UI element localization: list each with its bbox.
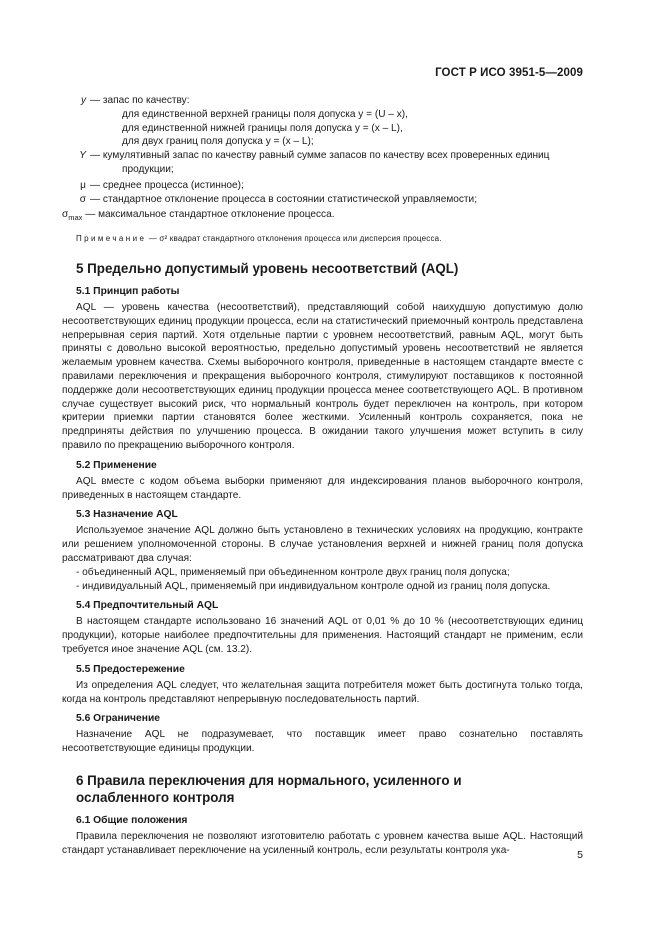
note-text: — σ² квадрат стандартного отклонения процесса или дисперсия процесса. bbox=[148, 234, 442, 244]
sigma-subscript: max bbox=[68, 213, 83, 223]
definition-line: продукции; bbox=[122, 163, 174, 175]
definition-line: для единственной нижней границы поля допуска y = (x – L), bbox=[122, 122, 403, 134]
subsection-5-4-text: В настоящем стандарте использовано 16 значений AQL от 0,01 % до 10 % (несоответствующих единиц продукции), которые наиболее предпочтительны для применения. Настоящий стандарт не применим, если требуется иное значение AQL (см. 13.2). bbox=[62, 616, 583, 655]
subsection-5-6-title: 5.6 Ограничение bbox=[76, 713, 161, 725]
subsection-5-2-text: AQL вместе с кодом объема выборки применяют для индексирования планов выборочного контроля, приведенных в настоящем стандарте. bbox=[62, 475, 583, 501]
definition-text: — среднее процесса (истинное); bbox=[90, 179, 244, 191]
definition-line: для единственной верхней границы поля допуска y = (U – x), bbox=[122, 108, 408, 120]
subsection-5-2-title: 5.2 Применение bbox=[76, 459, 157, 471]
list-item: - объединенный AQL, применяемый при объединенном контроле двух границ поля допуска; bbox=[76, 566, 510, 578]
standard-header: ГОСТ Р ИСО 3951-5—2009 bbox=[435, 67, 583, 79]
list-item: - индивидуальный AQL, применяемый при индивидуальном контроле одной из границ поля допуска. bbox=[76, 580, 551, 592]
page-number: 5 bbox=[577, 849, 583, 861]
definition-text: — кумулятивный запас по качеству равный сумме запасов по качеству всех проверенных единиц bbox=[90, 150, 550, 162]
definition-text: — стандартное отклонение процесса в состоянии статистической управляемости; bbox=[90, 193, 477, 205]
subsection-5-1-title: 5.1 Принцип работы bbox=[76, 285, 180, 297]
subsection-5-3-text: Используемое значение AQL должно быть установлено в технических условиях на продукцию, контракте или решением уполномоченной стороны. В случае установления верхней и нижней границ поля допуска рассматривают два случая: bbox=[62, 525, 583, 564]
subsection-5-5-title: 5.5 Предостережение bbox=[76, 663, 185, 675]
definition-y bbox=[62, 94, 583, 149]
subsection-5-6-text: Назначение AQL не подразумевает, что поставщик имеет право сознательно поставлять несоответствующие единицы продукции. bbox=[62, 729, 583, 755]
definition-cumulative bbox=[62, 149, 583, 177]
sigma-symbol: σ bbox=[62, 209, 69, 221]
section-6-title: 6 Правила переключения для нормального, усиленного и ослабленного контроля bbox=[76, 772, 462, 805]
definition-mu bbox=[62, 179, 583, 193]
symbol-Y: Y bbox=[79, 150, 86, 162]
subsection-6-1-title: 6.1 Общие положения bbox=[76, 814, 188, 826]
symbol-y: y bbox=[80, 95, 86, 106]
definition-sigma bbox=[62, 193, 583, 207]
subsection-5-1-text: AQL — уровень качества (несоответствий), представляющий собой наихудшую допустимую долю несоответствующих единиц продукции процесса, если на статистический приемочный контроль представлена непрерывная серия партий. Хотя отдельные партии с уровнем несоответствий, равным AQL, могут быть приняты с довольно высокой вероятностью, предельно допустимый уровень несоответствий не является желаемым уровнем качества. Схемы выборочного контроля, приведенные в настоящем стандарте вместе с правилами переключения и прекращения выборочного контроля, стимулируют поставщиков к постоянной поддержке доли несоответствующих единиц продукции процесса менее соответствующего AQL. В противном случае существует высокий риск, что нормальный контроль будет переключен на контроль, при котором критерии приемки партии становятся более жесткими. Усиленный контроль сохраняется, пока не предприняты действия по улучшению процесса. В ожидании такого улучшения может вступить в силу правило по прекращению выборочного контроля. bbox=[62, 301, 583, 451]
section-5-title: 5 Предельно допустимый уровень несоответствий (AQL) bbox=[76, 260, 459, 276]
symbol-sigma-max bbox=[62, 209, 83, 223]
subsection-6-1-text: Правила переключения не позволяют изготовителю работать с уровнем качества выше AQL. Настоящий стандарт устанавливает переключение на усиленный контроль, если результаты контроля ука- bbox=[62, 830, 583, 856]
subsection-5-3-title: 5.3 Назначение AQL bbox=[76, 509, 178, 521]
definition-line: для двух границ поля допуска y = (x – L); bbox=[122, 136, 314, 148]
definition-text: — запас по качеству: bbox=[90, 95, 190, 106]
definition-text: — максимальное стандартное отклонение процесса. bbox=[85, 209, 335, 221]
definition-sigma-max bbox=[62, 208, 583, 225]
subsection-5-4-title: 5.4 Предпочтительный AQL bbox=[76, 600, 219, 612]
note-label: Примечание bbox=[76, 234, 147, 244]
symbol-mu: μ bbox=[80, 179, 86, 191]
note bbox=[62, 232, 583, 246]
page-content bbox=[62, 94, 583, 858]
subsection-5-5-text: Из определения AQL следует, что желательная защита потребителя может быть достигнута только тогда, когда на контроль представляют непрерывную последовательность партий. bbox=[62, 679, 583, 705]
symbol-sigma: σ bbox=[79, 193, 86, 205]
